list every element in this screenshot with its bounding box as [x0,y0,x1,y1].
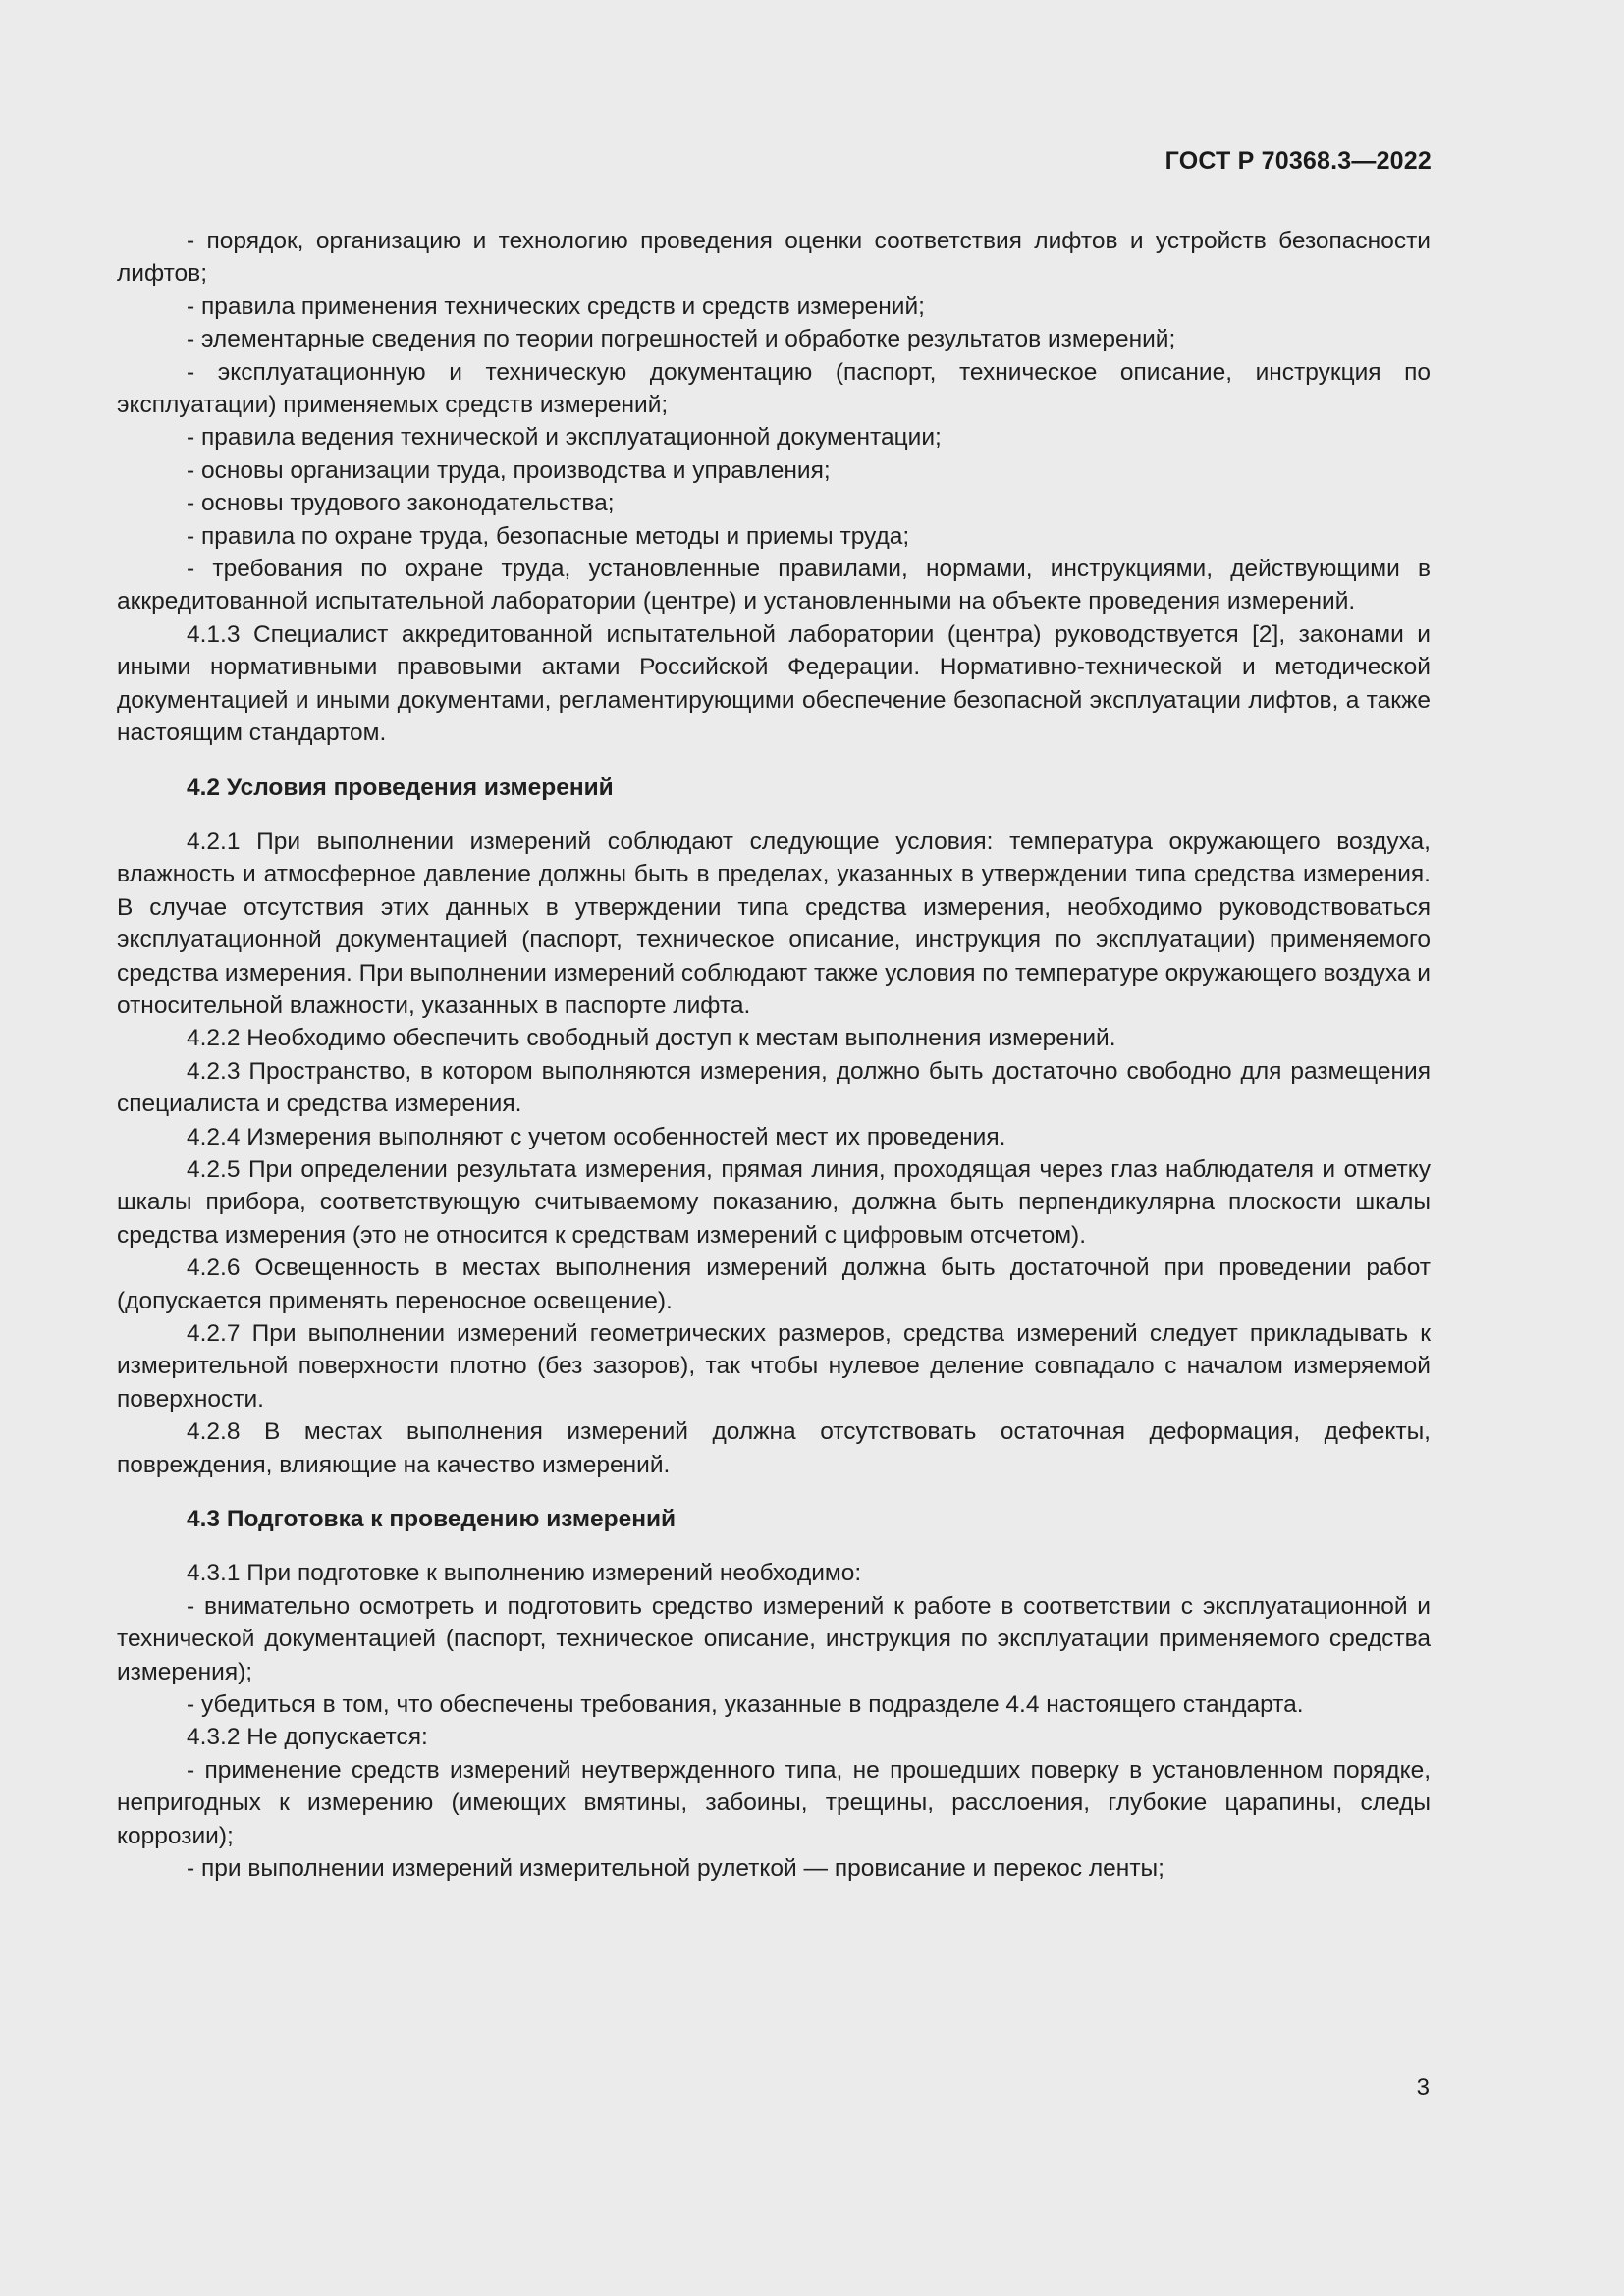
paragraph: - основы организации труда, производства и управления; [187,456,831,484]
paragraph: 4.2.1 При выполнении измерений соблюдают следующие условия: температура окружающего воздуха, влажность и атмосферное давление должны быть в пределах, указанных в утверждении типа средства измерения. В случае отсутствия этих данных в утверждении типа средства измерения, необходимо руководствоваться эксплуатационной документацией (паспорт, техническое описание, инструкция по эксплуатации) применяемого средства измерения. При выполнении измерений соблюдают также условия по температуре окружающего воздуха и относительной влажности, указанных в паспорте лифта. [117,828,1431,1019]
paragraph: - элементарные сведения по теории погрешностей и обработке результатов измерений; [187,326,1176,353]
paragraph: - эксплуатационную и техническую документацию (паспорт, техническое описание, инструкция по эксплуатации) применяемых средств измерений; [117,358,1431,419]
paragraph: 4.2.4 Измерения выполняют с учетом особенностей мест их проведения. [187,1123,1006,1150]
section-heading: 4.2 Условия проведения измерений [187,774,614,801]
paragraph: - порядок, организацию и технологию проведения оценки соответствия лифтов и устройств безопасности лифтов; [117,228,1431,288]
paragraph: 4.2.5 При определении результата измерения, прямая линия, проходящая через глаз наблюдателя и отметку шкалы прибора, соответствующую считываемому показанию, должна быть перпендикулярна плоскости шкалы средства измерения (это не относится к средствам измерений с цифровым отсчетом). [117,1155,1431,1249]
paragraph: - правила ведения технической и эксплуатационной документации; [187,424,942,452]
paragraph: - правила по охране труда, безопасные методы и приемы труда; [187,522,910,550]
paragraph: - основы трудового законодательства; [187,490,615,517]
paragraph: 4.2.7 При выполнении измерений геометрических размеров, средства измерений следует прикладывать к измерительной поверхности плотно (без зазоров), так чтобы нулевое деление совпадало с началом измеряемой поверхности. [117,1320,1431,1413]
paragraph: - правила применения технических средств и средств измерений; [187,293,925,320]
page-number: 3 [1416,2074,1430,2101]
paragraph: 4.1.3 Специалист аккредитованной испытательной лаборатории (центра) руководствуется [2], законами и иными нормативными правовыми актами Российской Федерации. Нормативно-технической и методической документацией и иными документами, регламентирующими обеспечение безопасной эксплуатации лифтов, а также настоящим стандартом. [117,620,1431,747]
paragraph: 4.2.3 Пространство, в котором выполняются измерения, должно быть достаточно свободно для размещения специалиста и средства измерения. [117,1057,1431,1118]
document-body [117,225,1431,1886]
section-heading: 4.3 Подготовка к проведению измерений [187,1506,677,1533]
paragraph: 4.2.2 Необходимо обеспечить свободный доступ к местам выполнения измерений. [187,1025,1116,1052]
paragraph: - убедиться в том, что обеспечены требования, указанные в подразделе 4.4 настоящего стандарта. [187,1691,1304,1719]
paragraph: - требования по охране труда, установленные правилами, нормами, инструкциями, действующими в аккредитованной испытательной лаборатории (центре) и установленными на объекте проведения измерений. [117,556,1431,615]
paragraph: 4.3.2 Не допускается: [187,1724,428,1751]
paragraph: - применение средств измерений неутвержденного типа, не прошедших поверку в установленном порядке, непригодных к измерению (имеющих вмятины, забоины, трещины, расслоения, глубокие царапины, следы коррозии); [117,1756,1431,1849]
paragraph: 4.2.8 В местах выполнения измерений должна отсутствовать остаточная деформация, дефекты, повреждения, влияющие на качество измерений. [117,1418,1431,1478]
paragraph: - при выполнении измерений измерительной рулеткой — провисание и перекос ленты; [187,1855,1164,1883]
paragraph: - внимательно осмотреть и подготовить средство измерений к работе в соответствии с эксплуатационной и технической документацией (паспорт, техническое описание, инструкция по эксплуатации применяемого средства измерения); [117,1592,1431,1685]
paragraph: 4.3.1 При подготовке к выполнению измерений необходимо: [187,1560,862,1587]
paragraph: 4.2.6 Освещенность в местах выполнения измерений должна быть достаточной при проведении работ (допускается применять переносное освещение). [117,1255,1431,1314]
document-code-header: ГОСТ Р 70368.3—2022 [1164,147,1432,175]
